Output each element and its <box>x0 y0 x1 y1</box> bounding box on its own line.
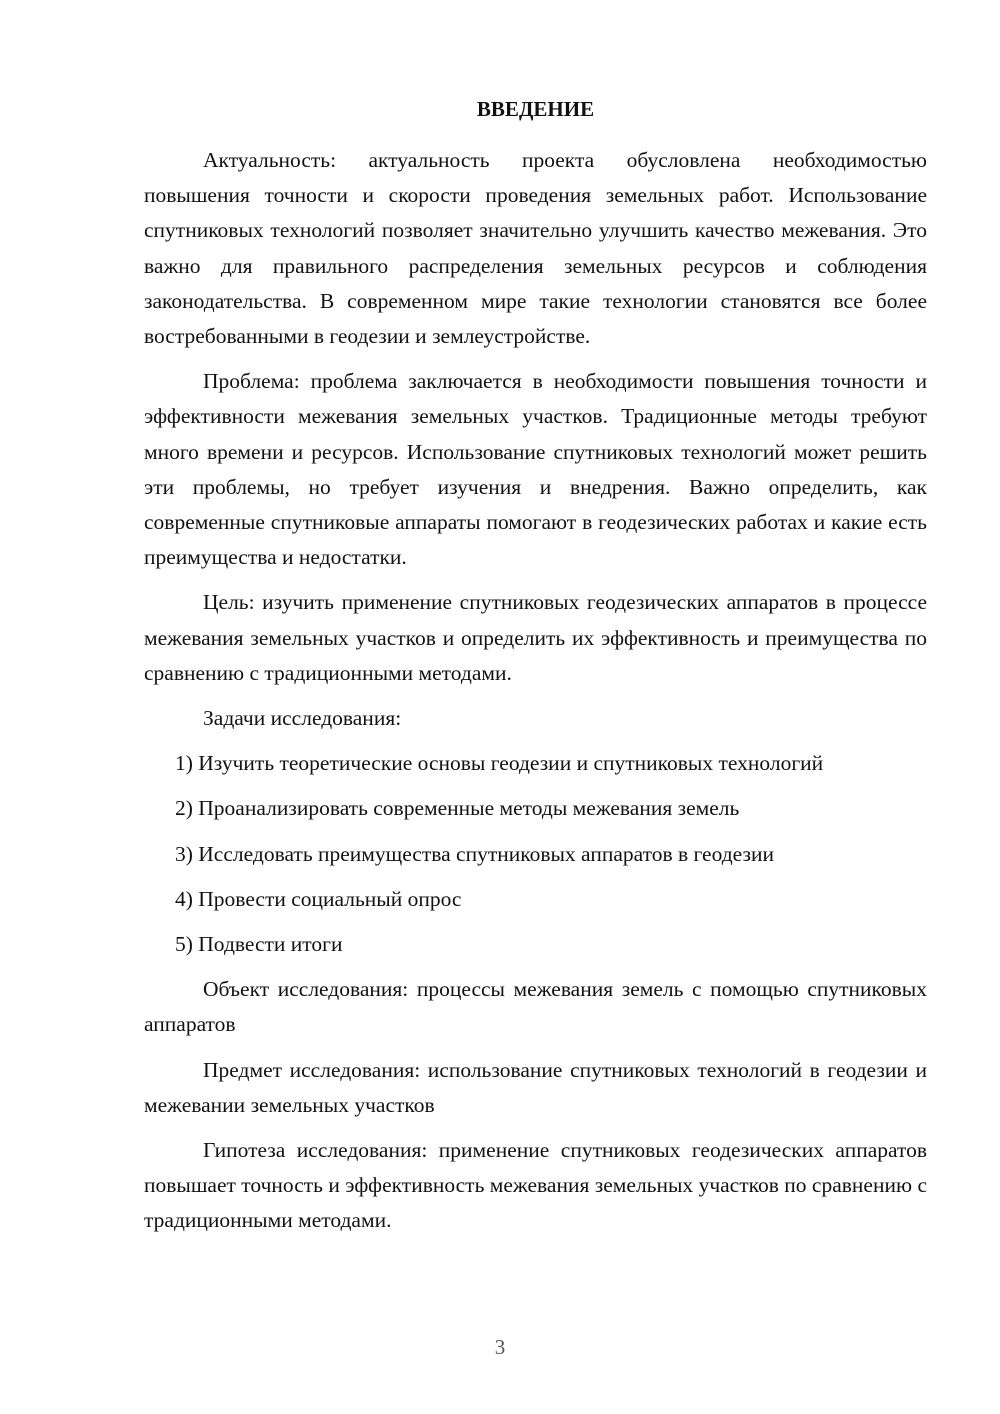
paragraph-relevance: Актуальность: актуальность проекта обусловлена необходимостью повышения точности и скорости проведения земельных работ. Использование спутниковых технологий позволяет значительно улучшить качество межевания. Это важно для правильного распределения земельных ресурсов и соблюдения законодательства. В современном мире такие технологии становятся все более востребованными в геодезии и землеустройстве. <box>144 148 927 349</box>
page-number: 3 <box>494 1335 506 1359</box>
paragraph-goal: Цель: изучить применение спутниковых геодезических аппаратов в процессе межевания земельных участков и определить их эффективность и преимущества по сравнению с традиционными методами. <box>144 590 927 685</box>
list-item: 2) Проанализировать современные методы межевания земель <box>175 796 740 821</box>
tasks-list <box>144 746 927 962</box>
list-item: 5) Подвести итоги <box>175 932 343 957</box>
list-item: 3) Исследовать преимущества спутниковых аппаратов в геодезии <box>175 841 774 866</box>
paragraph-problem: Проблема: проблема заключается в необходимости повышения точности и эффективности межевания земельных участков. Традиционные методы требуют много времени и ресурсов. Использование спутниковых технологий может решить эти проблемы, но требует изучения и внедрения. Важно определить, как современные спутниковые аппараты помогают в геодезических работах и какие есть преимущества и недостатки. <box>144 369 927 570</box>
paragraph-object: Объект исследования: процессы межевания земель с помощью спутниковых аппаратов <box>144 977 927 1037</box>
document-page <box>144 94 927 1249</box>
list-item: 4) Провести социальный опрос <box>175 886 462 911</box>
paragraph-subject: Предмет исследования: использование спутниковых технологий в геодезии и межевании земельных участков <box>144 1057 927 1117</box>
list-item: 1) Изучить теоретические основы геодезии и спутниковых технологий <box>175 751 824 776</box>
section-title: ВВЕДЕНИЕ <box>476 97 595 121</box>
paragraph-tasks-heading: Задачи исследования: <box>203 706 402 731</box>
paragraph-hypothesis: Гипотеза исследования: применение спутниковых геодезических аппаратов повышает точность и эффективность межевания земельных участков по сравнению с традиционными методами. <box>144 1138 927 1233</box>
